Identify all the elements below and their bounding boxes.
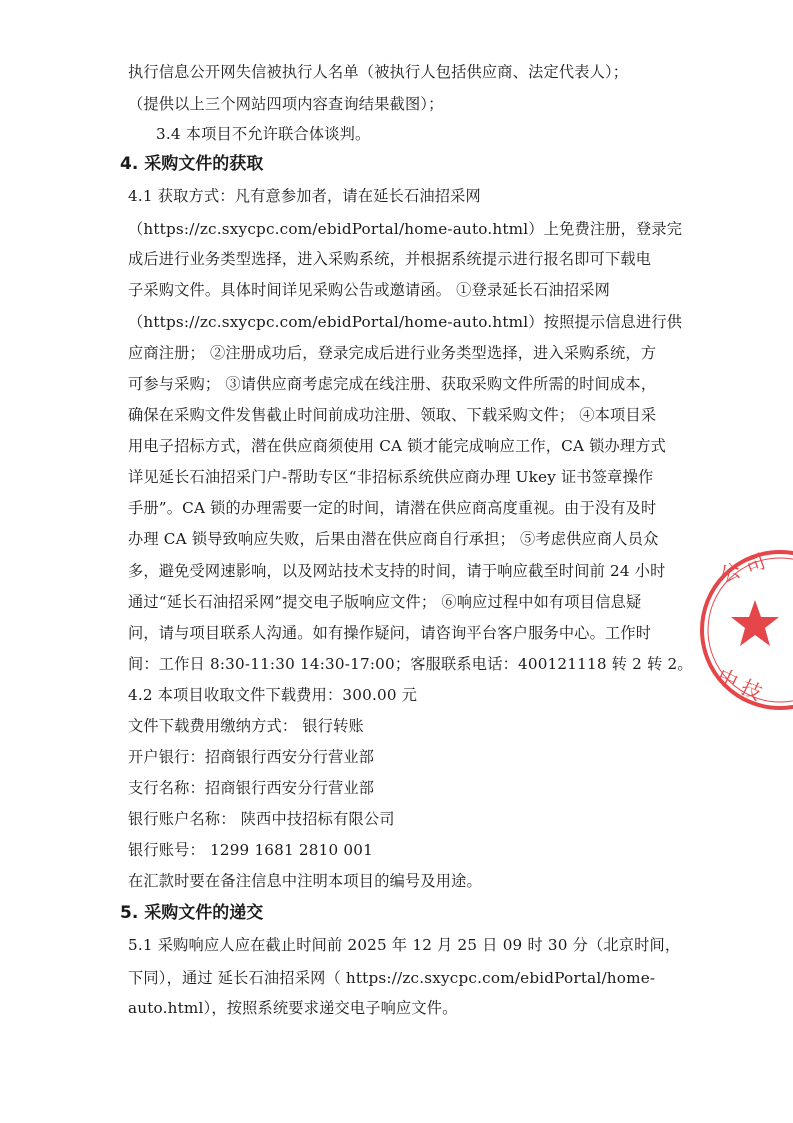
paragraph-line: （提供以上三个网站四项内容查询结果截图）； [128,95,444,113]
section-heading-5: 5. 采购文件的递交 [120,903,264,923]
paragraph-line: 执行信息公开网失信被执行人名单（被执行人包括供应商、法定代表人）； [128,63,629,81]
paragraph-line: 5.1 采购响应人应在截止时间前 2025 年 12 月 25 日 09 时 30 分（北京时间， [128,936,681,954]
paragraph-line: 在汇款时要在备注信息中注明本项目的编号及用途。 [128,872,482,890]
paragraph-line: 可参与采购； ③请供应商考虑完成在线注册、获取采购文件所需的时间成本， [128,375,657,393]
paragraph-line: 确保在采购文件发售截止时间前成功注册、领取、下载采购文件； ④本项目采 [128,406,657,424]
paragraph-line: 详见延长石油招采门户-帮助专区“非招标系统供应商办理 Ukey 证书签章操作 [128,468,654,486]
paragraph-line: 开户银行：招商银行西安分行营业部 [128,748,375,766]
paragraph-line: 通过“延长石油招采网”提交电子版响应文件； ⑥响应过程中如有项目信息疑 [128,593,642,611]
company-seal [700,540,793,720]
paragraph-line: （https://zc.sxycpc.com/ebidPortal/home-auto.html）按照提示信息进行供 [128,313,683,331]
paragraph-line: 文件下载费用缴纳方式： 银行转账 [128,717,364,735]
paragraph-line: 下同），通过 延长石油招采网（ https://zc.sxycpc.com/ebidPortal/home- [128,969,656,987]
paragraph-line: 手册”。CA 锁的办理需要一定的时间，请潜在供应商高度重视。由于没有及时 [128,499,657,517]
paragraph-line: 3.4 本项目不允许联合体谈判。 [156,125,371,143]
paragraph-line: （https://zc.sxycpc.com/ebidPortal/home-auto.html）上免费注册，登录完 [128,220,683,238]
paragraph-line: 4.1 获取方式：凡有意参加者，请在延长石油招采网 [128,187,481,205]
paragraph-line: 用电子招标方式，潜在供应商须使用 CA 锁才能完成响应工作，CA 锁办理方式 [128,437,667,455]
paragraph-line: auto.html），按照系统要求递交电子响应文件。 [128,999,458,1017]
seal-text-top: 公 司 [716,548,769,588]
paragraph-line: 问，请与项目联系人沟通。如有操作疑问，请咨询平台客户服务中心。工作时 [128,624,652,642]
paragraph-line: 应商注册； ②注册成功后，登录完成后进行业务类型选择，进入采购系统，方 [128,344,657,362]
seal-text-bottom: 中 技 [713,663,766,705]
paragraph-line: 银行账号： 1299 1681 2810 001 [128,841,373,859]
paragraph-line: 支行名称：招商银行西安分行营业部 [128,779,375,797]
paragraph-line: 4.2 本项目收取文件下载费用：300.00 元 [128,686,418,704]
paragraph-line: 多，避免受网速影响，以及网站技术支持的时间，请于响应截至时间前 24 小时 [128,562,666,580]
paragraph-line: 子采购文件。具体时间详见采购公告或邀请函。 ①登录延长石油招采网 [128,281,611,299]
paragraph-line: 成后进行业务类型选择，进入采购系统，并根据系统提示进行报名即可下载电 [128,250,652,268]
paragraph-line: 间：工作日 8:30-11:30 14:30-17:00；客服联系电话：400121118 转 2 转 2。 [128,655,693,673]
paragraph-line: 办理 CA 锁导致响应失败，后果由潜在供应商自行承担； ⑤考虑供应商人员众 [128,530,659,548]
section-heading-4: 4. 采购文件的获取 [120,154,264,174]
paragraph-line: 银行账户名称： 陕西中技招标有限公司 [128,810,395,828]
